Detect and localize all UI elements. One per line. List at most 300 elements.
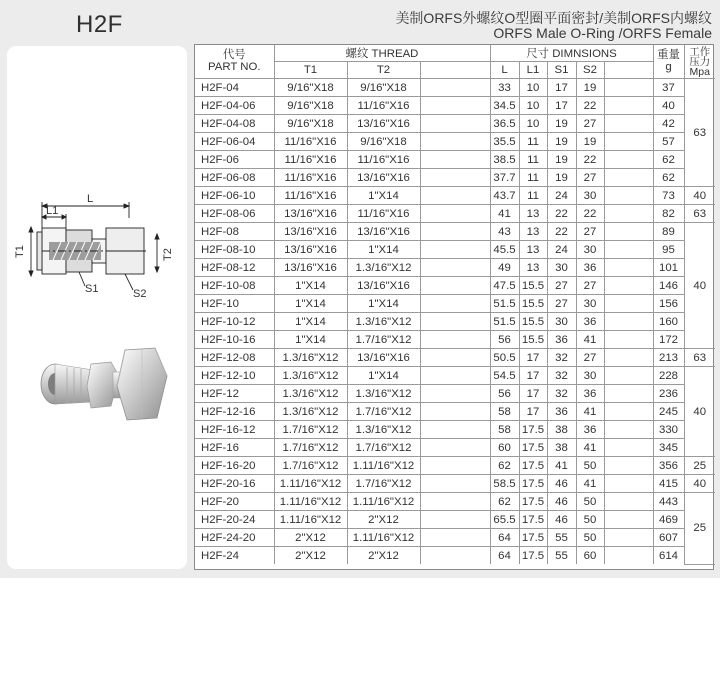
cell-t2: 1"X14: [347, 241, 420, 259]
cell-part: H2F-16-12: [195, 421, 274, 439]
cell-s2: 22: [576, 97, 604, 115]
cell-weight: 40: [653, 97, 684, 115]
cell-s1: 30: [547, 259, 576, 277]
cell-s1: 32: [547, 367, 576, 385]
header-l1: L1: [519, 62, 547, 79]
cell-part: H2F-12-08: [195, 349, 274, 367]
table-row: [195, 115, 715, 133]
cell-s1: 30: [547, 313, 576, 331]
cell-l: 47.5: [490, 277, 519, 295]
cell-weight: 614: [653, 547, 684, 565]
product-code-title: H2F: [76, 11, 123, 38]
cell-l1: 13: [519, 259, 547, 277]
cell-l: 56: [490, 385, 519, 403]
dim-label-l: L: [87, 193, 94, 205]
cell-t1: 11/16"X16: [274, 169, 347, 187]
cell-s2: 27: [576, 169, 604, 187]
table-row: [195, 403, 715, 421]
cell-part: H2F-06-04: [195, 133, 274, 151]
cell-t2: 11/16"X16: [347, 97, 420, 115]
cell-blank: [604, 439, 653, 457]
cell-l1: 10: [519, 115, 547, 133]
cell-s2: 41: [576, 439, 604, 457]
cell-s2: 30: [576, 367, 604, 385]
cell-l1: 17.5: [519, 457, 547, 475]
cell-l: 58: [490, 421, 519, 439]
cell-s2: 27: [576, 115, 604, 133]
header-weight-cn: 重量: [657, 49, 680, 61]
cell-l: 49: [490, 259, 519, 277]
cell-t2: 9/16"X18: [347, 79, 420, 97]
cell-weight: 89: [653, 223, 684, 241]
cell-s2: 41: [576, 331, 604, 349]
cell-s2: 50: [576, 457, 604, 475]
cell-l: 62: [490, 493, 519, 511]
cell-l1: 17: [519, 403, 547, 421]
cell-blank: [420, 493, 490, 511]
cell-t2: 1.3/16"X12: [347, 259, 420, 277]
dim-label-t2: T2: [162, 248, 174, 261]
cell-blank: [420, 241, 490, 259]
cell-t2: 1.11/16"X12: [347, 493, 420, 511]
cell-l: 41: [490, 205, 519, 223]
dim-label-l1: L1: [46, 205, 59, 217]
cell-s2: 30: [576, 295, 604, 313]
cell-s2: 60: [576, 547, 604, 565]
cell-part: H2F-06-08: [195, 169, 274, 187]
cell-l1: 17: [519, 385, 547, 403]
cell-t2: 13/16"X16: [347, 349, 420, 367]
cell-pressure: 63: [684, 205, 715, 223]
cell-blank: [420, 403, 490, 421]
cell-weight: 62: [653, 169, 684, 187]
cell-blank: [604, 367, 653, 385]
table-row: [195, 259, 715, 277]
cell-blank: [604, 241, 653, 259]
cell-pressure: 63: [684, 349, 715, 367]
cell-t2: 1.7/16"X12: [347, 475, 420, 493]
cell-blank: [420, 385, 490, 403]
table-row: [195, 187, 715, 205]
cell-s1: 19: [547, 169, 576, 187]
cell-s1: 19: [547, 115, 576, 133]
table-row: [195, 151, 715, 169]
cell-l1: 17.5: [519, 511, 547, 529]
cell-s1: 24: [547, 241, 576, 259]
cell-part: H2F-20: [195, 493, 274, 511]
cell-part: H2F-16: [195, 439, 274, 457]
table-row: [195, 313, 715, 331]
cell-s2: 36: [576, 313, 604, 331]
cell-t1: 13/16"X16: [274, 241, 347, 259]
header-part-en: PART NO.: [207, 60, 261, 73]
cell-part: H2F-12-10: [195, 367, 274, 385]
cell-l: 45.5: [490, 241, 519, 259]
header-pressure-unit: Mpa: [689, 65, 710, 78]
cell-blank: [420, 277, 490, 295]
cell-l1: 17: [519, 349, 547, 367]
cell-weight: 73: [653, 187, 684, 205]
table-row: [195, 331, 715, 349]
cell-blank: [604, 133, 653, 151]
cell-blank: [420, 169, 490, 187]
table-row: [195, 223, 715, 241]
cell-t1: 1"X14: [274, 277, 347, 295]
table-row: [195, 295, 715, 313]
cell-weight: 156: [653, 295, 684, 313]
cell-blank: [604, 511, 653, 529]
cell-l1: 17.5: [519, 421, 547, 439]
cell-s1: 46: [547, 493, 576, 511]
dim-label-t1: T1: [14, 245, 26, 258]
cell-s2: 22: [576, 151, 604, 169]
cell-blank: [604, 493, 653, 511]
cell-blank: [604, 79, 653, 97]
title-english: ORFS Male O-Ring /ORFS Female: [493, 25, 712, 41]
cell-l1: 13: [519, 241, 547, 259]
cell-part: H2F-10: [195, 295, 274, 313]
cell-weight: 82: [653, 205, 684, 223]
header-s1: S1: [547, 62, 576, 79]
cell-blank: [604, 277, 653, 295]
cell-t1: 1"X14: [274, 331, 347, 349]
cell-t2: 1.11/16"X12: [347, 529, 420, 547]
cell-l: 34.5: [490, 97, 519, 115]
header-thread: 螺纹 THREAD: [274, 45, 490, 62]
cell-blank: [420, 529, 490, 547]
cell-blank: [604, 223, 653, 241]
cell-blank: [420, 457, 490, 475]
cell-l: 37.7: [490, 169, 519, 187]
cell-part: H2F-08: [195, 223, 274, 241]
cell-part: H2F-10-08: [195, 277, 274, 295]
cell-t2: 13/16"X16: [347, 115, 420, 133]
cell-l: 64: [490, 547, 519, 565]
cell-t2: 9/16"X18: [347, 133, 420, 151]
table-row: [195, 547, 715, 565]
cell-blank: [420, 511, 490, 529]
cell-blank: [604, 349, 653, 367]
cell-s2: 27: [576, 277, 604, 295]
cell-t1: 1.11/16"X12: [274, 493, 347, 511]
cell-t1: 9/16"X18: [274, 115, 347, 133]
cell-s2: 22: [576, 205, 604, 223]
cell-l: 33: [490, 79, 519, 97]
header-s2: S2: [576, 62, 604, 79]
header-part-no: [195, 45, 274, 79]
cell-s1: 36: [547, 331, 576, 349]
cell-l: 62: [490, 457, 519, 475]
table-row: [195, 493, 715, 511]
cell-t2: 1"X14: [347, 295, 420, 313]
table-row: [195, 475, 715, 493]
header-thread-blank: [420, 62, 490, 79]
cell-s1: 55: [547, 529, 576, 547]
cell-blank: [420, 115, 490, 133]
cell-t1: 9/16"X18: [274, 97, 347, 115]
cell-s2: 19: [576, 133, 604, 151]
cell-s2: 30: [576, 187, 604, 205]
cell-weight: 469: [653, 511, 684, 529]
table-header-row-1: [195, 45, 715, 62]
header-t1: T1: [274, 62, 347, 79]
cell-l1: 13: [519, 223, 547, 241]
cell-l: 50.5: [490, 349, 519, 367]
cell-blank: [420, 421, 490, 439]
cell-weight: 160: [653, 313, 684, 331]
cell-l1: 11: [519, 187, 547, 205]
cell-s2: 30: [576, 241, 604, 259]
cell-l: 56: [490, 331, 519, 349]
table-row: [195, 511, 715, 529]
cell-blank: [604, 331, 653, 349]
cell-blank: [604, 169, 653, 187]
cell-t2: 1"X14: [347, 367, 420, 385]
cell-blank: [420, 367, 490, 385]
cell-part: H2F-04: [195, 79, 274, 97]
header-pressure-cn1: 工作: [689, 45, 711, 58]
cell-l1: 17.5: [519, 493, 547, 511]
cell-l: 65.5: [490, 511, 519, 529]
cell-s2: 27: [576, 349, 604, 367]
cell-weight: 37: [653, 79, 684, 97]
header-weight-unit: g: [665, 60, 672, 73]
cell-blank: [420, 259, 490, 277]
cell-blank: [420, 331, 490, 349]
cell-weight: 236: [653, 385, 684, 403]
cell-part: H2F-12: [195, 385, 274, 403]
table-row: [195, 241, 715, 259]
cell-t2: 13/16"X16: [347, 169, 420, 187]
dim-label-s2: S2: [133, 288, 147, 300]
cell-blank: [420, 151, 490, 169]
cell-t1: 1.11/16"X12: [274, 475, 347, 493]
cell-l: 43.7: [490, 187, 519, 205]
table-row: [195, 529, 715, 547]
cell-part: H2F-04-08: [195, 115, 274, 133]
cell-s2: 50: [576, 511, 604, 529]
cell-blank: [604, 151, 653, 169]
cell-s1: 19: [547, 151, 576, 169]
cell-t1: 13/16"X16: [274, 223, 347, 241]
cell-t1: 9/16"X18: [274, 79, 347, 97]
cell-s1: 46: [547, 511, 576, 529]
cell-l: 35.5: [490, 133, 519, 151]
cell-l1: 15.5: [519, 295, 547, 313]
cell-pressure: 40: [684, 367, 715, 457]
table-row: [195, 169, 715, 187]
cell-t1: 11/16"X16: [274, 187, 347, 205]
cell-l: 58.5: [490, 475, 519, 493]
cell-weight: 95: [653, 241, 684, 259]
cell-pressure: 40: [684, 475, 715, 493]
cell-pressure: 40: [684, 223, 715, 349]
table-row: [195, 205, 715, 223]
header-pressure-cn2: 压力: [689, 55, 711, 68]
header-pressure: [684, 45, 715, 79]
table-row: [195, 349, 715, 367]
cell-weight: 146: [653, 277, 684, 295]
cell-s2: 19: [576, 79, 604, 97]
cell-weight: 607: [653, 529, 684, 547]
cell-t1: 11/16"X16: [274, 151, 347, 169]
cell-blank: [604, 295, 653, 313]
cell-s1: 32: [547, 385, 576, 403]
cell-s1: 22: [547, 205, 576, 223]
cell-l1: 15.5: [519, 313, 547, 331]
image-panel: [7, 46, 187, 569]
cell-t1: 1"X14: [274, 295, 347, 313]
cell-t1: 13/16"X16: [274, 205, 347, 223]
cell-l1: 11: [519, 169, 547, 187]
cell-t2: 11/16"X16: [347, 151, 420, 169]
cell-l1: 17: [519, 367, 547, 385]
spec-table: [195, 45, 715, 565]
cell-weight: 356: [653, 457, 684, 475]
cell-l1: 11: [519, 151, 547, 169]
dim-label-s1: S1: [85, 283, 99, 295]
cell-part: H2F-24-20: [195, 529, 274, 547]
cell-s2: 36: [576, 259, 604, 277]
cell-part: H2F-24: [195, 547, 274, 565]
cell-t2: 11/16"X16: [347, 205, 420, 223]
cell-s2: 50: [576, 493, 604, 511]
cell-l1: 15.5: [519, 331, 547, 349]
cell-l: 54.5: [490, 367, 519, 385]
cell-s1: 46: [547, 475, 576, 493]
cell-weight: 228: [653, 367, 684, 385]
cell-blank: [420, 547, 490, 565]
cell-t1: 1.3/16"X12: [274, 385, 347, 403]
table-row: [195, 367, 715, 385]
cell-s2: 50: [576, 529, 604, 547]
cell-l: 36.5: [490, 115, 519, 133]
cell-l: 38.5: [490, 151, 519, 169]
cell-s2: 27: [576, 223, 604, 241]
cell-weight: 330: [653, 421, 684, 439]
cell-blank: [604, 205, 653, 223]
fitting-drawing: [7, 46, 187, 569]
cell-l1: 10: [519, 97, 547, 115]
cell-part: H2F-10-12: [195, 313, 274, 331]
cell-s1: 19: [547, 133, 576, 151]
table-row: [195, 439, 715, 457]
cell-l: 58: [490, 403, 519, 421]
cell-s1: 17: [547, 97, 576, 115]
table-row: [195, 97, 715, 115]
cell-part: H2F-08-06: [195, 205, 274, 223]
cell-blank: [604, 421, 653, 439]
cell-blank: [420, 349, 490, 367]
cell-blank: [604, 385, 653, 403]
cell-blank: [604, 475, 653, 493]
cell-blank: [604, 457, 653, 475]
cell-part: H2F-06: [195, 151, 274, 169]
cell-t2: 1.3/16"X12: [347, 385, 420, 403]
cell-blank: [420, 295, 490, 313]
cell-t1: 1.3/16"X12: [274, 403, 347, 421]
cell-s2: 36: [576, 421, 604, 439]
cell-pressure: 25: [684, 493, 715, 565]
table-row: [195, 277, 715, 295]
cell-blank: [604, 115, 653, 133]
cell-part: H2F-10-16: [195, 331, 274, 349]
cell-part: H2F-16-20: [195, 457, 274, 475]
header-l: L: [490, 62, 519, 79]
cell-blank: [420, 475, 490, 493]
header-dim-blank: [604, 62, 653, 79]
cell-blank: [420, 313, 490, 331]
cell-weight: 415: [653, 475, 684, 493]
cell-t1: 13/16"X16: [274, 259, 347, 277]
cell-t1: 1.3/16"X12: [274, 367, 347, 385]
table-row: [195, 133, 715, 151]
cell-s1: 17: [547, 79, 576, 97]
cell-blank: [420, 223, 490, 241]
cell-weight: 101: [653, 259, 684, 277]
cell-l: 43: [490, 223, 519, 241]
cell-t2: 2"X12: [347, 511, 420, 529]
cell-l: 51.5: [490, 313, 519, 331]
cell-s1: 22: [547, 223, 576, 241]
cell-t1: 1.7/16"X12: [274, 439, 347, 457]
cell-t2: 1.3/16"X12: [347, 421, 420, 439]
cell-pressure: 25: [684, 457, 715, 475]
cell-l1: 15.5: [519, 277, 547, 295]
cell-part: H2F-08-10: [195, 241, 274, 259]
cell-blank: [420, 187, 490, 205]
table-row: [195, 79, 715, 97]
cell-l1: 17.5: [519, 529, 547, 547]
cell-s1: 32: [547, 349, 576, 367]
cell-t2: 1.7/16"X12: [347, 331, 420, 349]
cell-l1: 13: [519, 205, 547, 223]
header-dimensions: 尺寸 DIMNSIONS: [490, 45, 653, 62]
cell-t2: 2"X12: [347, 547, 420, 565]
cell-blank: [420, 79, 490, 97]
cell-blank: [604, 259, 653, 277]
cell-t2: 1.11/16"X12: [347, 457, 420, 475]
cell-t1: 1.7/16"X12: [274, 457, 347, 475]
cell-blank: [604, 313, 653, 331]
cell-weight: 443: [653, 493, 684, 511]
cell-part: H2F-20-16: [195, 475, 274, 493]
cell-blank: [420, 97, 490, 115]
cell-s1: 38: [547, 439, 576, 457]
cell-l1: 10: [519, 79, 547, 97]
cell-t1: 1.3/16"X12: [274, 349, 347, 367]
cell-l1: 17.5: [519, 475, 547, 493]
cell-l1: 17.5: [519, 547, 547, 565]
cell-s2: 41: [576, 403, 604, 421]
cell-t1: 1"X14: [274, 313, 347, 331]
cell-t2: 13/16"X16: [347, 277, 420, 295]
cell-t2: 1"X14: [347, 187, 420, 205]
cell-s1: 41: [547, 457, 576, 475]
header-part-cn: 代号: [222, 49, 246, 61]
cell-l: 51.5: [490, 295, 519, 313]
cell-t1: 2"X12: [274, 529, 347, 547]
cell-blank: [604, 97, 653, 115]
cell-s1: 36: [547, 403, 576, 421]
cell-blank: [420, 439, 490, 457]
cell-s1: 55: [547, 547, 576, 565]
cell-t1: 2"X12: [274, 547, 347, 565]
cell-part: H2F-20-24: [195, 511, 274, 529]
cell-s2: 41: [576, 475, 604, 493]
cell-blank: [604, 403, 653, 421]
cell-part: H2F-08-12: [195, 259, 274, 277]
